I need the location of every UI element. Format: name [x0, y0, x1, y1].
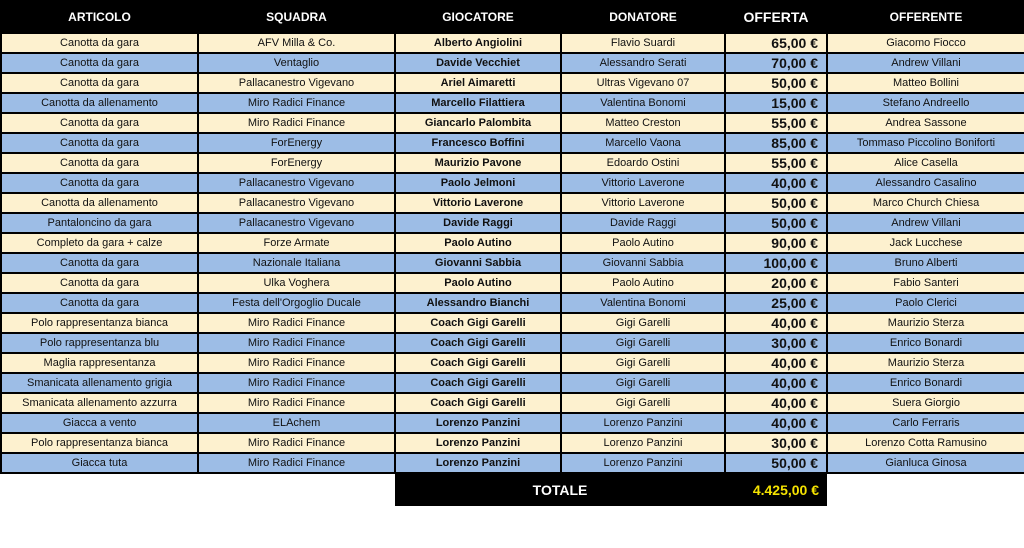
header-squadra: SQUADRA [198, 1, 395, 33]
cell-squadra: Ulka Voghera [198, 273, 395, 293]
table-row [1, 153, 1024, 173]
header-donatore: DONATORE [561, 1, 725, 33]
cell-articolo: Canotta da gara [1, 273, 198, 293]
cell-giocatore: Coach Gigi Garelli [395, 313, 561, 333]
cell-giocatore: Ariel Aimaretti [395, 73, 561, 93]
cell-squadra: Pallacanestro Vigevano [198, 73, 395, 93]
cell-articolo: Polo rappresentanza bianca [1, 433, 198, 453]
cell-giocatore: Coach Gigi Garelli [395, 353, 561, 373]
cell-squadra: Ventaglio [198, 53, 395, 73]
header-row [1, 1, 1024, 33]
cell-offerente: Carlo Ferraris [827, 413, 1024, 433]
cell-squadra: Miro Radici Finance [198, 373, 395, 393]
cell-offerta: 40,00 € [725, 413, 827, 433]
cell-donatore: Davide Raggi [561, 213, 725, 233]
cell-donatore: Valentina Bonomi [561, 293, 725, 313]
cell-offerente: Alice Casella [827, 153, 1024, 173]
cell-donatore: Gigi Garelli [561, 313, 725, 333]
cell-squadra: AFV Milla & Co. [198, 33, 395, 53]
cell-squadra: Pallacanestro Vigevano [198, 193, 395, 213]
table-row [1, 293, 1024, 313]
cell-donatore: Gigi Garelli [561, 393, 725, 413]
cell-articolo: Canotta da gara [1, 53, 198, 73]
cell-offerente: Maurizio Sterza [827, 313, 1024, 333]
cell-offerente: Suera Giorgio [827, 393, 1024, 413]
cell-articolo: Smanicata allenamento grigia [1, 373, 198, 393]
cell-offerta: 85,00 € [725, 133, 827, 153]
cell-donatore: Lorenzo Panzini [561, 413, 725, 433]
cell-offerta: 50,00 € [725, 193, 827, 213]
cell-offerente: Stefano Andreello [827, 93, 1024, 113]
cell-giocatore: Coach Gigi Garelli [395, 373, 561, 393]
cell-offerta: 55,00 € [725, 153, 827, 173]
cell-offerente: Tommaso Piccolino Boniforti [827, 133, 1024, 153]
table-row [1, 53, 1024, 73]
cell-articolo: Canotta da gara [1, 173, 198, 193]
cell-offerente: Gianluca Ginosa [827, 453, 1024, 473]
cell-donatore: Valentina Bonomi [561, 93, 725, 113]
cell-articolo: Canotta da gara [1, 133, 198, 153]
cell-giocatore: Marcello Filattiera [395, 93, 561, 113]
cell-offerente: Giacomo Fiocco [827, 33, 1024, 53]
cell-offerta: 25,00 € [725, 293, 827, 313]
cell-donatore: Flavio Suardi [561, 33, 725, 53]
cell-giocatore: Lorenzo Panzini [395, 433, 561, 453]
table-row [1, 33, 1024, 53]
header-offerta: OFFERTA [725, 1, 827, 33]
cell-offerta: 100,00 € [725, 253, 827, 273]
cell-giocatore: Paolo Jelmoni [395, 173, 561, 193]
cell-offerta: 40,00 € [725, 373, 827, 393]
cell-giocatore: Giovanni Sabbia [395, 253, 561, 273]
cell-squadra: Pallacanestro Vigevano [198, 173, 395, 193]
cell-donatore: Lorenzo Panzini [561, 433, 725, 453]
cell-articolo: Canotta da allenamento [1, 193, 198, 213]
header-articolo: ARTICOLO [1, 1, 198, 33]
cell-donatore: Marcello Vaona [561, 133, 725, 153]
table-row [1, 173, 1024, 193]
cell-offerente: Enrico Bonardi [827, 333, 1024, 353]
cell-offerente: Marco Church Chiesa [827, 193, 1024, 213]
cell-giocatore: Davide Raggi [395, 213, 561, 233]
cell-articolo: Smanicata allenamento azzurra [1, 393, 198, 413]
table-row [1, 373, 1024, 393]
cell-articolo: Canotta da allenamento [1, 93, 198, 113]
table-row [1, 193, 1024, 213]
cell-offerta: 30,00 € [725, 333, 827, 353]
cell-giocatore: Giancarlo Palombita [395, 113, 561, 133]
cell-giocatore: Francesco Boffini [395, 133, 561, 153]
cell-giocatore: Maurizio Pavone [395, 153, 561, 173]
cell-articolo: Canotta da gara [1, 293, 198, 313]
cell-squadra: Miro Radici Finance [198, 93, 395, 113]
cell-offerente: Lorenzo Cotta Ramusino [827, 433, 1024, 453]
cell-squadra: Forze Armate [198, 233, 395, 253]
cell-offerente: Enrico Bonardi [827, 373, 1024, 393]
cell-donatore: Paolo Autino [561, 233, 725, 253]
cell-donatore: Edoardo Ostini [561, 153, 725, 173]
cell-giocatore: Lorenzo Panzini [395, 413, 561, 433]
cell-offerta: 40,00 € [725, 393, 827, 413]
total-spacer [198, 473, 395, 506]
cell-articolo: Canotta da gara [1, 33, 198, 53]
cell-offerta: 70,00 € [725, 53, 827, 73]
cell-donatore: Vittorio Laverone [561, 193, 725, 213]
cell-giocatore: Paolo Autino [395, 233, 561, 253]
cell-offerta: 40,00 € [725, 353, 827, 373]
cell-squadra: ELAchem [198, 413, 395, 433]
cell-offerente: Fabio Santeri [827, 273, 1024, 293]
cell-giocatore: Vittorio Laverone [395, 193, 561, 213]
cell-articolo: Giacca a vento [1, 413, 198, 433]
cell-donatore: Alessandro Serati [561, 53, 725, 73]
cell-donatore: Matteo Creston [561, 113, 725, 133]
cell-giocatore: Alessandro Bianchi [395, 293, 561, 313]
cell-squadra: Miro Radici Finance [198, 453, 395, 473]
cell-articolo: Completo da gara + calze [1, 233, 198, 253]
cell-offerta: 30,00 € [725, 433, 827, 453]
table-row [1, 273, 1024, 293]
cell-squadra: Pallacanestro Vigevano [198, 213, 395, 233]
cell-offerta: 50,00 € [725, 213, 827, 233]
cell-squadra: Festa dell'Orgoglio Ducale [198, 293, 395, 313]
cell-squadra: ForEnergy [198, 153, 395, 173]
table-body [1, 33, 1024, 473]
cell-offerente: Jack Lucchese [827, 233, 1024, 253]
cell-giocatore: Alberto Angiolini [395, 33, 561, 53]
cell-donatore: Paolo Autino [561, 273, 725, 293]
table-row [1, 73, 1024, 93]
table-row [1, 413, 1024, 433]
header-giocatore: GIOCATORE [395, 1, 561, 33]
cell-donatore: Giovanni Sabbia [561, 253, 725, 273]
cell-offerta: 90,00 € [725, 233, 827, 253]
table-row [1, 313, 1024, 333]
cell-offerente: Bruno Alberti [827, 253, 1024, 273]
cell-squadra: ForEnergy [198, 133, 395, 153]
cell-donatore: Lorenzo Panzini [561, 453, 725, 473]
cell-offerta: 50,00 € [725, 73, 827, 93]
cell-squadra: Miro Radici Finance [198, 333, 395, 353]
cell-donatore: Gigi Garelli [561, 353, 725, 373]
cell-squadra: Miro Radici Finance [198, 353, 395, 373]
table-row [1, 433, 1024, 453]
table-row [1, 333, 1024, 353]
cell-squadra: Miro Radici Finance [198, 393, 395, 413]
cell-offerta: 55,00 € [725, 113, 827, 133]
cell-offerta: 40,00 € [725, 173, 827, 193]
total-label: TOTALE [395, 473, 725, 506]
table-row [1, 213, 1024, 233]
cell-offerente: Alessandro Casalino [827, 173, 1024, 193]
cell-articolo: Polo rappresentanza blu [1, 333, 198, 353]
cell-articolo: Canotta da gara [1, 253, 198, 273]
cell-giocatore: Paolo Autino [395, 273, 561, 293]
cell-offerente: Maurizio Sterza [827, 353, 1024, 373]
cell-giocatore: Coach Gigi Garelli [395, 333, 561, 353]
cell-squadra: Nazionale Italiana [198, 253, 395, 273]
cell-offerta: 40,00 € [725, 313, 827, 333]
cell-offerta: 65,00 € [725, 33, 827, 53]
cell-offerta: 50,00 € [725, 453, 827, 473]
cell-squadra: Miro Radici Finance [198, 313, 395, 333]
table-row [1, 93, 1024, 113]
table-row [1, 233, 1024, 253]
total-spacer [1, 473, 198, 506]
cell-squadra: Miro Radici Finance [198, 433, 395, 453]
cell-giocatore: Lorenzo Panzini [395, 453, 561, 473]
total-row [1, 473, 1024, 506]
cell-squadra: Miro Radici Finance [198, 113, 395, 133]
cell-articolo: Canotta da gara [1, 73, 198, 93]
table-row [1, 393, 1024, 413]
cell-offerente: Paolo Clerici [827, 293, 1024, 313]
table-row [1, 453, 1024, 473]
total-spacer [827, 473, 1024, 506]
cell-articolo: Pantaloncino da gara [1, 213, 198, 233]
cell-offerente: Andrea Sassone [827, 113, 1024, 133]
cell-articolo: Giacca tuta [1, 453, 198, 473]
cell-donatore: Gigi Garelli [561, 373, 725, 393]
table-row [1, 113, 1024, 133]
cell-offerta: 15,00 € [725, 93, 827, 113]
cell-offerente: Andrew Villani [827, 213, 1024, 233]
table-row [1, 353, 1024, 373]
cell-donatore: Vittorio Laverone [561, 173, 725, 193]
cell-offerta: 20,00 € [725, 273, 827, 293]
cell-giocatore: Coach Gigi Garelli [395, 393, 561, 413]
cell-articolo: Canotta da gara [1, 113, 198, 133]
cell-giocatore: Davide Vecchiet [395, 53, 561, 73]
table-row [1, 133, 1024, 153]
cell-donatore: Ultras Vigevano 07 [561, 73, 725, 93]
cell-donatore: Gigi Garelli [561, 333, 725, 353]
table-row [1, 253, 1024, 273]
total-value: 4.425,00 € [725, 473, 827, 506]
cell-articolo: Canotta da gara [1, 153, 198, 173]
cell-articolo: Maglia rappresentanza [1, 353, 198, 373]
header-offerente: OFFERENTE [827, 1, 1024, 33]
cell-offerente: Matteo Bollini [827, 73, 1024, 93]
cell-articolo: Polo rappresentanza bianca [1, 313, 198, 333]
cell-offerente: Andrew Villani [827, 53, 1024, 73]
